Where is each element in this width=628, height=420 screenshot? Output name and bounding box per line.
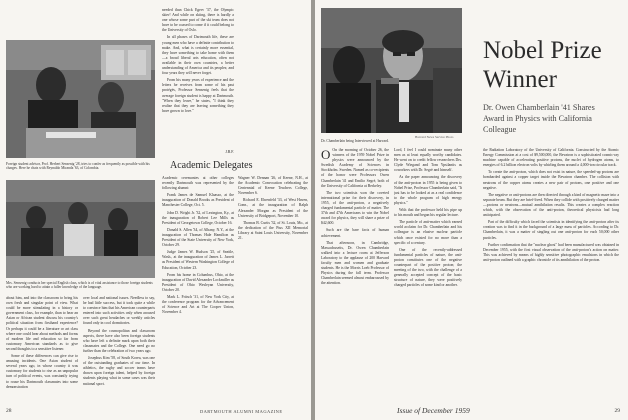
- paragraph: needed than Chick Egerv '37, the Olympic skier! And while on skiing, there is hardly a one whose some part of the ski team does not have to be coaxed to come if it could belong to the University of Oslo.: [162, 8, 234, 33]
- paragraph: over local and national issues. Needless to say, he had little success, but it took quite a while to convince him that his American counterparts entered into such activities only when aroused over such great headaches or weekly articles found only in cool dormitories.: [83, 296, 155, 326]
- paragraph: Some of these differences can give rise to amusing incidents. One Asian student of several years ago, in whose country it was customary for students to rise as an unpopular turn of political events, was constantly trying to rouse his Dartmouth classmates into some demonstration: [6, 354, 78, 389]
- paragraph: Such are the bare facts of human achievement.: [321, 228, 389, 238]
- paragraph: That afternoon, in Cambridge, Massachusetts, Dr. Owen Chamberlain walked into a lecture room at Jefferson Laboratory to the applause of 200 Harvard faculty men and women and graduate students. He is the Morris Loeb Professor of Physics during the fall term. Professor Chamberlain seemed almost embarrassed by the attention.: [321, 240, 389, 286]
- article-title-line-1: Nobel Prize: [483, 37, 602, 64]
- paragraph: In all phases of Dartmouth life, these are young men who have a definite contribution to make. And, what is certainly more essential, they have something to take home with them—a broad liberal arts education, often not available in their own countries, a better understanding of America and its peoples; and four years they will never forget.: [162, 35, 234, 76]
- paragraph: Further confirmation that the "nuclear ghost" had been manufactured was obtained in December 1955, with the first visual observation of the anti-proton's action on matter. This was achieved by means of highly sensitive photographic emulsions in which the anti-proton outlined with a graphic chronicle of its annihilation of the proton.: [483, 242, 619, 262]
- paragraph: John D. Wright Jr. '32, of Lexington, Ky., at the inauguration of Robert Lee Mills as President of Georgetown College, October 16.: [162, 210, 234, 225]
- paragraph: With that the professor held his pipe up to his mouth and began his regular lecture.: [394, 208, 462, 218]
- paragraph: Frank James de Samuel Klaasso, at the inauguration of Donald Brooks as President of Manchester College, Oct. 5.: [162, 193, 234, 208]
- article-title: [483, 36, 602, 94]
- paragraph: Lord, I feel I could nominate many other men as at least equally worthy candidates. He went on to credit fellow researchers Drs. Clyde Wiegand and Tom Ypsilantis as coworkers with Dr. Segrè and himself.: [394, 148, 462, 173]
- paragraph: Thomas B. Curtis '32, of St. Louis, Mo., at the dedication of the Pius XII Memorial Library at Saint Louis University, November 21.: [238, 220, 308, 241]
- paragraph: Richard E. Ehrenfeld '33, of West Haven, Conn., at the inauguration of Ralph Alexander Morgan as President of the University of Bridgeport, November 10.: [238, 198, 308, 218]
- paragraph: The two scientists won the coveted international prize for their discovery, in 1955, of the anti-proton, a negatively charged fundamental particle of matter. The 37th and 47th Americans to win the Nobel award for physics, they will share a prize of $42,600.: [321, 190, 389, 226]
- photo-caption-english-class: Mrs. Sensenig conducts her special English class, which is of vital assistance to those foreign students who are working hard to attain a fuller knowledge of the language.: [6, 281, 153, 290]
- magazine-footer: DARTMOUTH ALUMNI MAGAZINE: [200, 409, 283, 414]
- section-heading-academic-delegates: Academic Delegates: [170, 160, 253, 171]
- right-page: [315, 0, 628, 420]
- paragraph: Judge James W. Hudson '25, of Seattle, Wash., at the inauguration of James L. Jarrett as President of Western Washington College of Education, October 23.: [162, 250, 234, 270]
- photo-caption-chamberlain: Dr. Chamberlain being Interviewed at Harvard.: [321, 139, 389, 143]
- drop-cap: O: [321, 148, 331, 162]
- article-column-1: [6, 296, 78, 396]
- article-column-2: [394, 148, 462, 380]
- photo-caption-advisor: Foreign student advisor, Prof. Herbert Sensenig '28, tries to confer as frequently as possible with his charges. Here he chats with Reynaldo Miranda '63, of Colombia.: [6, 162, 150, 171]
- paragraph: Wagner W. Dennan '26, of Keene, N.H., at the Academic Convocation celebrating the Centennial of Keene Teachers College, November 6.: [238, 176, 308, 196]
- paragraph: Academic ceremonies at other colleges recently Dartmouth was represented by the following alumni:: [162, 176, 234, 191]
- article-column-1: [321, 148, 389, 398]
- paragraph: Josephus Kim '58, of South Korea, was one of the outstanding graduates of our time. In athletics, the rugby and soccer teams have drawn upon foreign talent, helped by foreign students playing what in some cases was their national sport.: [83, 356, 155, 386]
- page-number-right: 29: [614, 408, 620, 414]
- delegates-column-1: [162, 176, 234, 396]
- paragraph: Beyond the cosmopolitan and classroom aspects, there have also been foreign students who have left a definite mark upon both their classmates and the College. One need go no further than the celebration of two years ago.: [83, 328, 155, 353]
- paragraph: The negative or anti-protons are then directed through a kind of magnetic maze into a separate beam. But they are brief-lived. When they collide with positively charged matter—protons or neutrons—mutual annihilation results. This creates a complex reaction which, with the observation of the anti-proton, theoretical physicists had long anticipated.: [483, 192, 619, 218]
- left-page: [0, 0, 311, 420]
- paragraph: From his many years of experience and the letters he receives from some of his past protégés, Professor Sensenig feels that the average foreign student is happy at Dartmouth. "When they leave," he states, "I think they realize that they are leaving something they have grown to love.": [162, 78, 234, 113]
- paragraph: The particle of anti-matter which earned world acclaim for Dr. Chamberlain and his colleague is an elusive nuclear particle which once existed for no more than a specific of a century.: [394, 220, 462, 245]
- photo-english-class: [6, 180, 155, 278]
- article-column-3: [483, 148, 619, 398]
- issue-date-line: Issue of December 1959: [397, 406, 470, 415]
- paragraph: about him, and into the classroom to bring his own fresh and singular point of view. What could be more stimulating in a history or government class, for example, than to hear an Asian or African student discuss his country's political situation from firsthand experience? Or perhaps it could be a literature or art class where one could hear about methods and forms of modern life and education so far from customary American standards as to give second thoughts to a sensitive listener.: [6, 296, 78, 351]
- paragraph: Part of the difficulty which faced the scientists in identifying the anti-proton after its creation was to find it in the background of a large mass of particles. According to Dr. Chamberlain, it was a matter of singling out one anti-proton for each 50,000 other particles.: [483, 220, 619, 240]
- delegates-column-3: [238, 176, 308, 396]
- photo-credit: Harvard News Service Photo: [415, 135, 454, 139]
- article-title-line-2: Winner: [483, 66, 557, 93]
- article-column-2: [162, 8, 234, 148]
- page-number-left: 28: [6, 408, 12, 414]
- photo-chamberlain-interview: [321, 8, 462, 133]
- paragraph: As the paper announcing the discovery of the anti-proton in 1955 is being given to Nobel Prize, Professor Chamberlain said, "It just has to be looked at as a real confidence to the whole program of high energy physics.": [394, 175, 462, 205]
- paragraph: Mark L. Fritsch '31, of New York City, at the conference program for the Advancement of Science and Art at The Cooper Union, November 4.: [162, 294, 234, 315]
- photo-advisor-conference: [6, 40, 155, 158]
- paragraph: One of the recently-addressed fundamental particles of nature, the anti-proton constitutes one of the negative counterpart of the positive proton; the meeting of the two, with the challenge of a generally accepted concept of the basic structure of nature, they were positively charged particles of some kind or another.: [394, 247, 462, 288]
- paragraph-text: On the morning of October 26, the winners of the 1959 Nobel Prize in physics were announced by the Swedish Academy of Sciences in Stockholm. Sweden. Named as co-recipients of the honor were Professors Owen Chamberlain '41 and Emilio Segrè, both of the University of California at Berkeley.: [321, 148, 389, 188]
- author-signature: J.B.F.: [225, 150, 234, 154]
- paragraph: [321, 148, 389, 189]
- paragraph: To create the anti-proton, which does not exist in nature, the speeded-up protons are bombarded against a copper target inside the Bevatron chamber. The collision with neutrons of the copper atoms creates a new pair of protons, one positive and one negative.: [483, 170, 619, 190]
- paragraph: Donald S. Allen '34, of Albany, N.Y., at the inauguration of Thomas Hale Hamilton as President of the State University of New York, October 29.: [162, 227, 234, 248]
- article-deck: Dr. Owen Chamberlain '41 Shares Award in Physics with California Colleague: [483, 103, 595, 134]
- delegates-column-2: [83, 296, 155, 396]
- paragraph: the Radiation Laboratory of the University of California. Constructed by the Atomic Energy Commission at a cost of $9,500,000, the Bevatron is a sophisticated cosmic-ray machine capable of accelerating positive protons, the nuclei of hydrogen atoms, to energies of 6.2 billion electron volts by whirling them around a 4,000-ton circular track.: [483, 148, 619, 168]
- paragraph: From his home in Columbus, Ohio, at the inauguration of David Alexander Lockmiller as President of Ohio Wesleyan University, October 20.: [162, 272, 234, 292]
